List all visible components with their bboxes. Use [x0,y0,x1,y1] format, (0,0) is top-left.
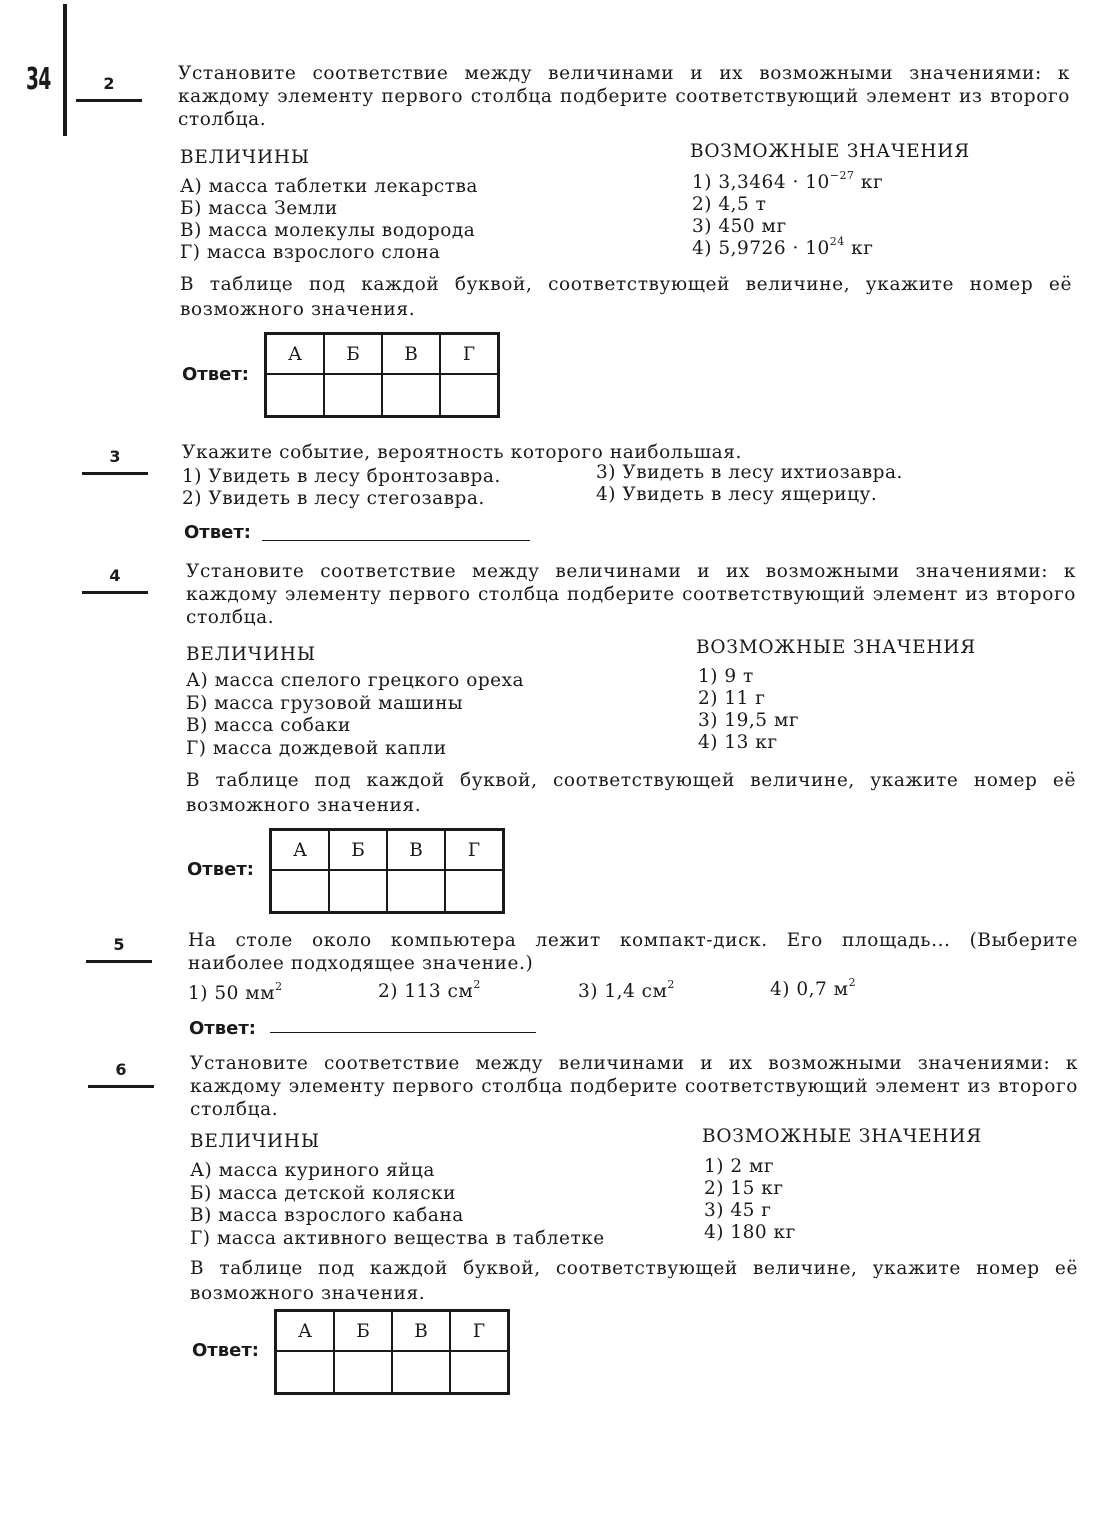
list-item: 4) 180 кг [704,1222,796,1243]
list-item: В) масса взрослого кабана [190,1205,464,1226]
answer-label: Ответ: [192,1340,259,1361]
left-column-heading: ВЕЛИЧИНЫ [180,147,310,168]
list-item: Г) масса активного вещества в таблетке [190,1227,605,1249]
option-item [770,976,857,1000]
answer-column-header: Б [329,830,387,871]
option-base: 4) 0,7 м [770,979,849,1000]
quantity-list [190,1160,605,1250]
answer-column-header: Б [324,334,382,375]
list-item: А) масса спелого грецкого ореха [186,670,525,691]
answer-line[interactable] [262,540,530,541]
task-number-text: 5 [113,935,125,954]
task-number-text: 6 [115,1060,127,1079]
task-number-rule [82,591,148,594]
value-list [692,169,884,260]
task-number-text: 3 [109,447,121,466]
answer-column-header: Г [440,334,499,375]
task-number-rule [88,1085,154,1088]
right-column-heading: ВОЗМОЖНЫЕ ЗНАЧЕНИЯ [690,141,970,162]
left-column-heading: ВЕЛИЧИНЫ [190,1131,320,1152]
list-item: 1) 9 т [698,666,754,687]
task-number [82,447,148,475]
value-unit: кг [844,238,874,259]
answer-cell[interactable] [266,374,325,417]
list-item: 1) 2 мг [704,1156,775,1177]
task-number-text: 4 [109,566,121,585]
answer-column-header: А [266,334,325,375]
option-item [378,978,481,1002]
answer-table [264,332,500,418]
value-exponent: −27 [829,169,855,182]
answer-cell[interactable] [387,870,445,913]
right-column-heading: ВОЗМОЖНЫЕ ЗНАЧЕНИЯ [696,637,976,658]
answer-column-header: Б [334,1311,392,1352]
list-item: А) масса таблетки лекарства [180,176,478,197]
task-prompt: Установите соответствие между величинами и их возможными значениями: к каждому элементу первого столбца подберите соответствующий элемент из второго столбца. [186,561,1076,628]
answer-cell[interactable] [392,1351,450,1394]
list-item: 2) 15 кг [704,1178,784,1199]
option-base: 3) 1,4 см [578,981,668,1002]
task-number [86,935,152,963]
option-base: 1) 50 мм [188,983,276,1004]
list-item [692,235,883,260]
task-number [76,74,142,102]
answer-column-header: А [276,1311,335,1352]
list-item: В) масса молекулы водорода [180,220,476,241]
list-item [692,169,884,194]
answer-column-header: В [392,1311,450,1352]
value-exponent: 24 [829,235,845,248]
option-exponent: 2 [848,976,857,989]
quantity-list [180,176,478,264]
option-item: 2) Увидеть в лесу стегозавра. [182,488,485,509]
answer-column-header: А [271,830,330,871]
task-prompt: Установите соответствие между величинами и их возможными значениями: к каждому элементу первого столбца подберите соответствующий элемент из второго столбца. [190,1053,1078,1120]
list-item: 4) 13 кг [698,732,778,753]
page-number: 34 [26,62,51,97]
answer-label: Ответ: [189,1018,256,1039]
answer-cell[interactable] [276,1351,335,1394]
answer-table [269,828,505,914]
answer-cell[interactable] [271,870,330,913]
right-column-heading: ВОЗМОЖНЫЕ ЗНАЧЕНИЯ [702,1126,982,1147]
list-item: 3) 19,5 мг [698,710,800,731]
left-column-heading: ВЕЛИЧИНЫ [186,644,316,665]
value-base: 4) 5,9726 · 10 [692,238,830,259]
list-item: Г) масса дождевой капли [186,737,447,759]
answer-column-header: Г [450,1311,509,1352]
task-number-rule [82,472,148,475]
task-prompt: Установите соответствие между величинами и их возможными значениями: к каждому элементу первого столбца подберите соответствующий элемент из второго столбца. [178,63,1070,130]
option-exponent: 2 [275,980,283,993]
answer-line[interactable] [270,1032,536,1033]
answer-cell[interactable] [329,870,387,913]
answer-cell[interactable] [334,1351,392,1394]
list-item: 3) 450 мг [692,216,787,237]
option-item [188,980,283,1004]
task-instruction: В таблице под каждой буквой, соответствующей величине, укажите номер её возможного значения. [180,274,1072,320]
value-list [704,1156,796,1244]
answer-label: Ответ: [187,859,254,880]
list-item: Б) масса Земли [180,198,338,219]
task-number-text: 2 [103,74,115,93]
task-prompt: Укажите событие, вероятность которого наибольшая. [182,442,743,463]
list-item: 3) 45 г [704,1200,772,1221]
answer-column-header: В [382,334,440,375]
task-instruction: В таблице под каждой буквой, соответствующей величине, укажите номер её возможного значения. [190,1258,1078,1304]
task-number [88,1060,154,1088]
option-item [578,978,675,1002]
answer-cell[interactable] [324,374,382,417]
answer-cell[interactable] [440,374,499,417]
value-base: 1) 3,3464 · 10 [692,172,830,193]
option-item: 1) Увидеть в лесу бронтозавра. [182,466,501,487]
answer-label: Ответ: [184,522,251,543]
answer-column-header: В [387,830,445,871]
answer-cell[interactable] [445,870,504,913]
option-base: 2) 113 см [378,981,474,1002]
list-item: Б) масса детской коляски [190,1182,456,1204]
task-number [82,566,148,594]
answer-label: Ответ: [182,364,249,385]
task-instruction: В таблице под каждой буквой, соответствующей величине, укажите номер её возможного значения. [186,770,1076,816]
list-item: А) масса куриного яйца [190,1160,435,1181]
quantity-list [186,670,524,760]
margin-bar [63,4,67,136]
answer-cell[interactable] [382,374,440,417]
list-item: В) масса собаки [186,715,351,736]
list-item: Г) масса взрослого слона [180,242,441,263]
option-exponent: 2 [473,978,481,991]
answer-cell[interactable] [450,1351,509,1394]
task-prompt: На столе около компьютера лежит компакт-диск. Его площадь... (Выберите наиболее подходящее значение.) [188,930,1078,974]
value-unit: кг [854,172,884,193]
task-number-rule [76,99,142,102]
answer-table [274,1309,510,1395]
list-item: Б) масса грузовой машины [186,692,464,714]
task-number-rule [86,960,152,963]
option-item: 3) Увидеть в лесу ихтиозавра. [596,462,903,483]
list-item: 2) 11 г [698,688,766,709]
value-list [698,666,799,754]
answer-column-header: Г [445,830,504,871]
list-item: 2) 4,5 т [692,194,767,215]
option-exponent: 2 [667,978,675,991]
option-item: 4) Увидеть в лесу ящерицу. [596,484,878,505]
